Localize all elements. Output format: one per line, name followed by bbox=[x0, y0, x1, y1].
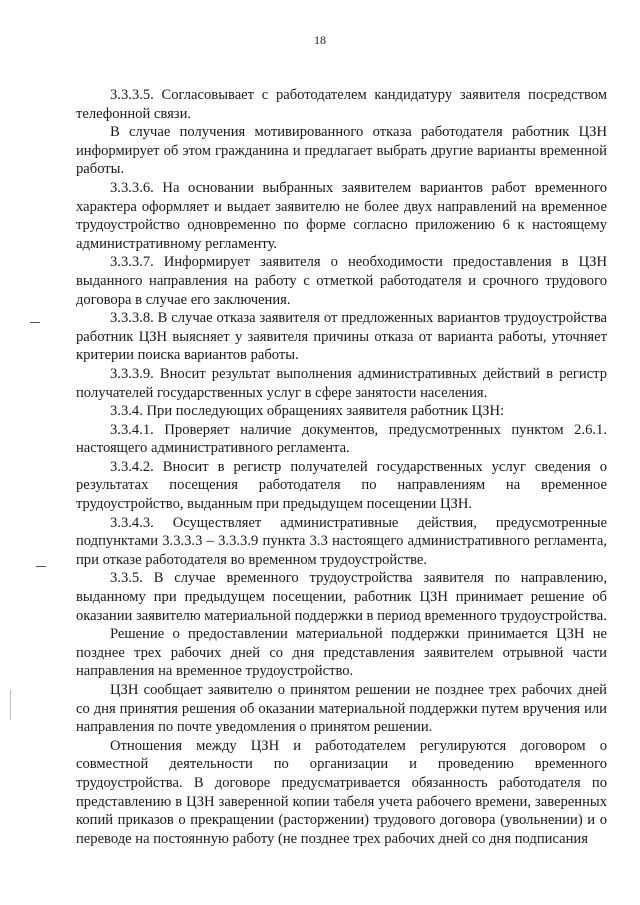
margin-mark bbox=[30, 322, 40, 323]
document-body bbox=[76, 86, 607, 848]
scan-edge-speck bbox=[10, 690, 11, 720]
paragraph-3-3-4-2: 3.3.4.2. Вносит в регистр получателей государственных услуг сведения о результатах посещения работодателя по направлениям на временное трудоустройство, выданным при предыдущем посещении ЦЗН. bbox=[76, 458, 607, 513]
page-number: 18 bbox=[314, 33, 326, 47]
paragraph-3-3-4-1: 3.3.4.1. Проверяет наличие документов, предусмотренных пунктом 2.6.1. настоящего административного регламента. bbox=[76, 421, 607, 457]
margin-mark bbox=[36, 566, 46, 567]
paragraph-3-3-4-3: 3.3.4.3. Осуществляет административные действия, предусмотренные подпунктами 3.3.3.3 – 3.3.3.9 пункта 3.3 настоящего административного регламента, при отказе работодателя во временном трудоустройстве. bbox=[76, 514, 607, 568]
paragraph-refusal-info: В случае получения мотивированного отказа работодателя работник ЦЗН информирует об этом гражданина и предлагает выбрать другие варианты временной работы. bbox=[76, 124, 607, 178]
paragraph-3-3-3-9: 3.3.3.9. Вносит результат выполнения административных действий в регистр получателей государственных услуг в сфере занятости населения. bbox=[76, 365, 607, 401]
paragraph-3-3-3-5: 3.3.3.5. Согласовывает с работодателем кандидатуру заявителя посредством телефонной связи. bbox=[76, 87, 607, 122]
paragraph-3-3-5: 3.3.5. В случае временного трудоустройства заявителя по направлению, выданному при предыдущем посещении, работник ЦЗН принимает решение об оказании заявителю материальной поддержки в период временного трудоустройства. bbox=[76, 570, 607, 624]
paragraph-3-3-4: 3.3.4. При последующих обращениях заявителя работник ЦЗН: bbox=[110, 403, 505, 420]
paragraph-support-decision: Решение о предоставлении материальной поддержки принимается ЦЗН не позднее трех рабочих дней со дня представления заявителем отрывной части направления на временное трудоустройство. bbox=[76, 626, 607, 680]
paragraph-3-3-3-7: 3.3.3.7. Информирует заявителя о необходимости предоставления в ЦЗН выданного направления на работу с отметкой работодателя и срочного трудового договора в случае его заключения. bbox=[76, 254, 607, 308]
paragraph-notification: ЦЗН сообщает заявителю о принятом решении не позднее трех рабочих дней со дня принятия решения об оказании материальной поддержки путем вручения или направления по почте уведомления о принятом решении. bbox=[76, 682, 607, 736]
paragraph-3-3-3-8: 3.3.3.8. В случае отказа заявителя от предложенных вариантов трудоустройства работник ЦЗН выясняет у заявителя причины отказа от варианта работы, уточняет критерии поиска вариантов работы. bbox=[76, 310, 607, 364]
paragraph-employer-relations: Отношения между ЦЗН и работодателем регулируются договором о совместной деятельности по организации и проведению временного трудоустройства. В договоре предусматривается обязанность работодателя по представлению в ЦЗН заверенной копии табеля учета рабочего времени, заверенных копий приказов о прекращении (расторжении) трудового договора (увольнении) и о переводе на постоянную работу (не позднее трех рабочих дней со дня подписания bbox=[76, 737, 607, 847]
paragraph-3-3-3-6: 3.3.3.6. На основании выбранных заявителем вариантов работ временного характера оформляет и выдает заявителю не более двух направлений на временное трудоустройство одновременно по форме согласно приложению 6 к настоящему административному регламенту. bbox=[76, 179, 607, 252]
